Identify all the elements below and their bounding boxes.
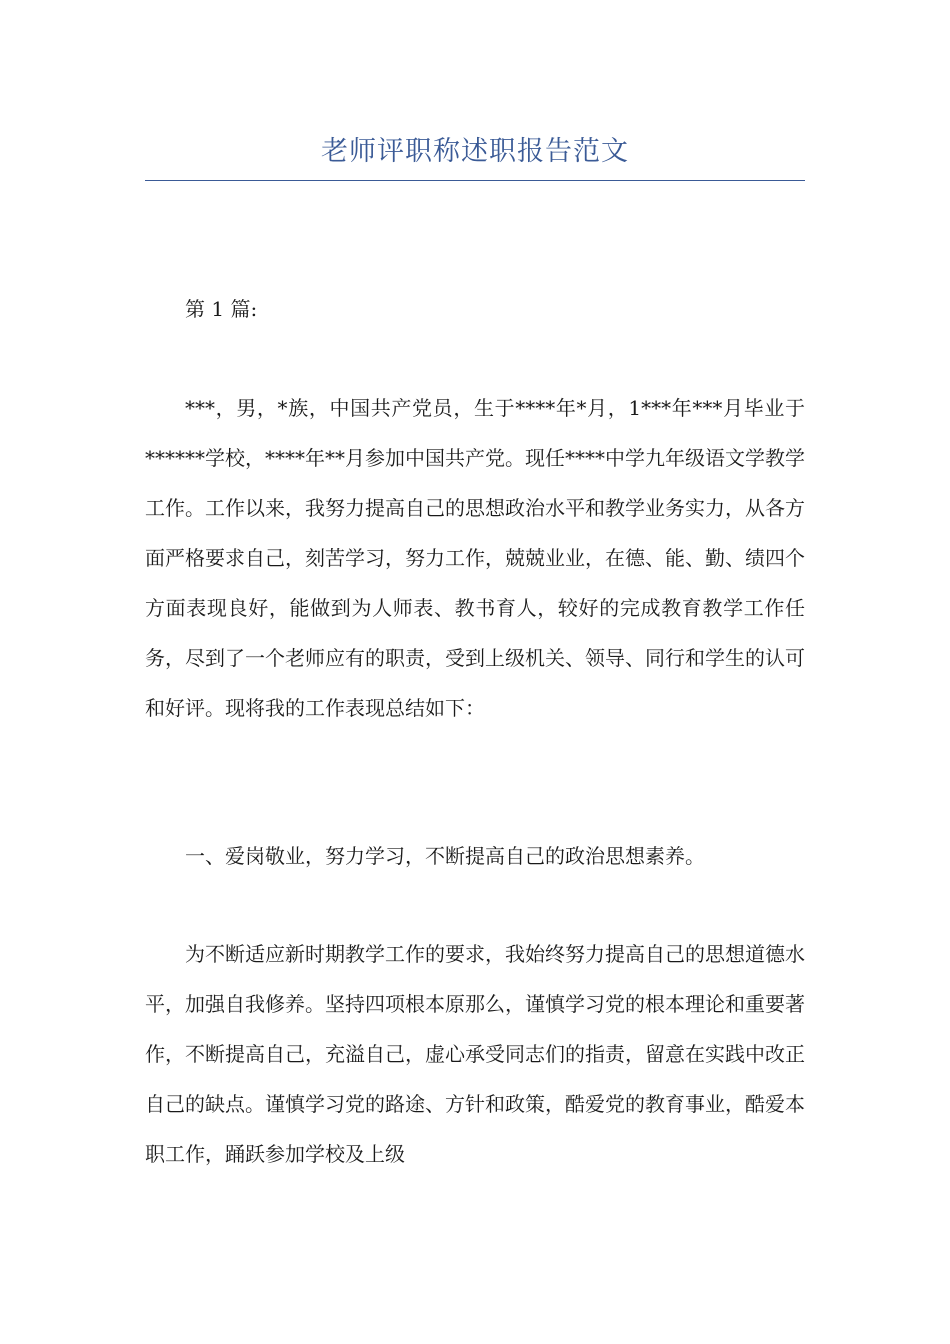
intro-paragraph: ***，男，*族，中国共产党员，生于****年*月，1***年***月毕业于******学校，****年**月参加中国共产党。现任****中学九年级语文学教学工作。工作以来，我努力提高自己的思想政治水平和教学业务实力，从各方面严格要求自己，刻苦学习，努力工作，兢兢业业，在德、能、勤、绩四个方面表现良好，能做到为人师表、教书育人，较好的完成教育教学工作任务，尽到了一个老师应有的职责，受到上级机关、领导、同行和学生的认可和好评。现将我的工作表现总结如下：	[145, 396, 805, 720]
section-heading: 一、爱岗敬业，努力学习，不断提高自己的政治思想素养。	[185, 844, 705, 868]
section-label: 第 1 篇:	[185, 297, 258, 321]
body-paragraph: 为不断适应新时期教学工作的要求，我始终努力提高自己的思想道德水平，加强自我修养。坚持四项根本原那么，谨慎学习党的根本理论和重要著作，不断提高自己，充溢自己，虚心承受同志们的指责，留意在实践中改正自己的缺点。谨慎学习党的路途、方针和政策，酷爱党的教育事业，酷爱本职工作，踊跃参加学校及上级	[145, 942, 805, 1166]
document-title: 老师评职称述职报告范文	[321, 136, 629, 167]
title-underline	[145, 180, 805, 181]
